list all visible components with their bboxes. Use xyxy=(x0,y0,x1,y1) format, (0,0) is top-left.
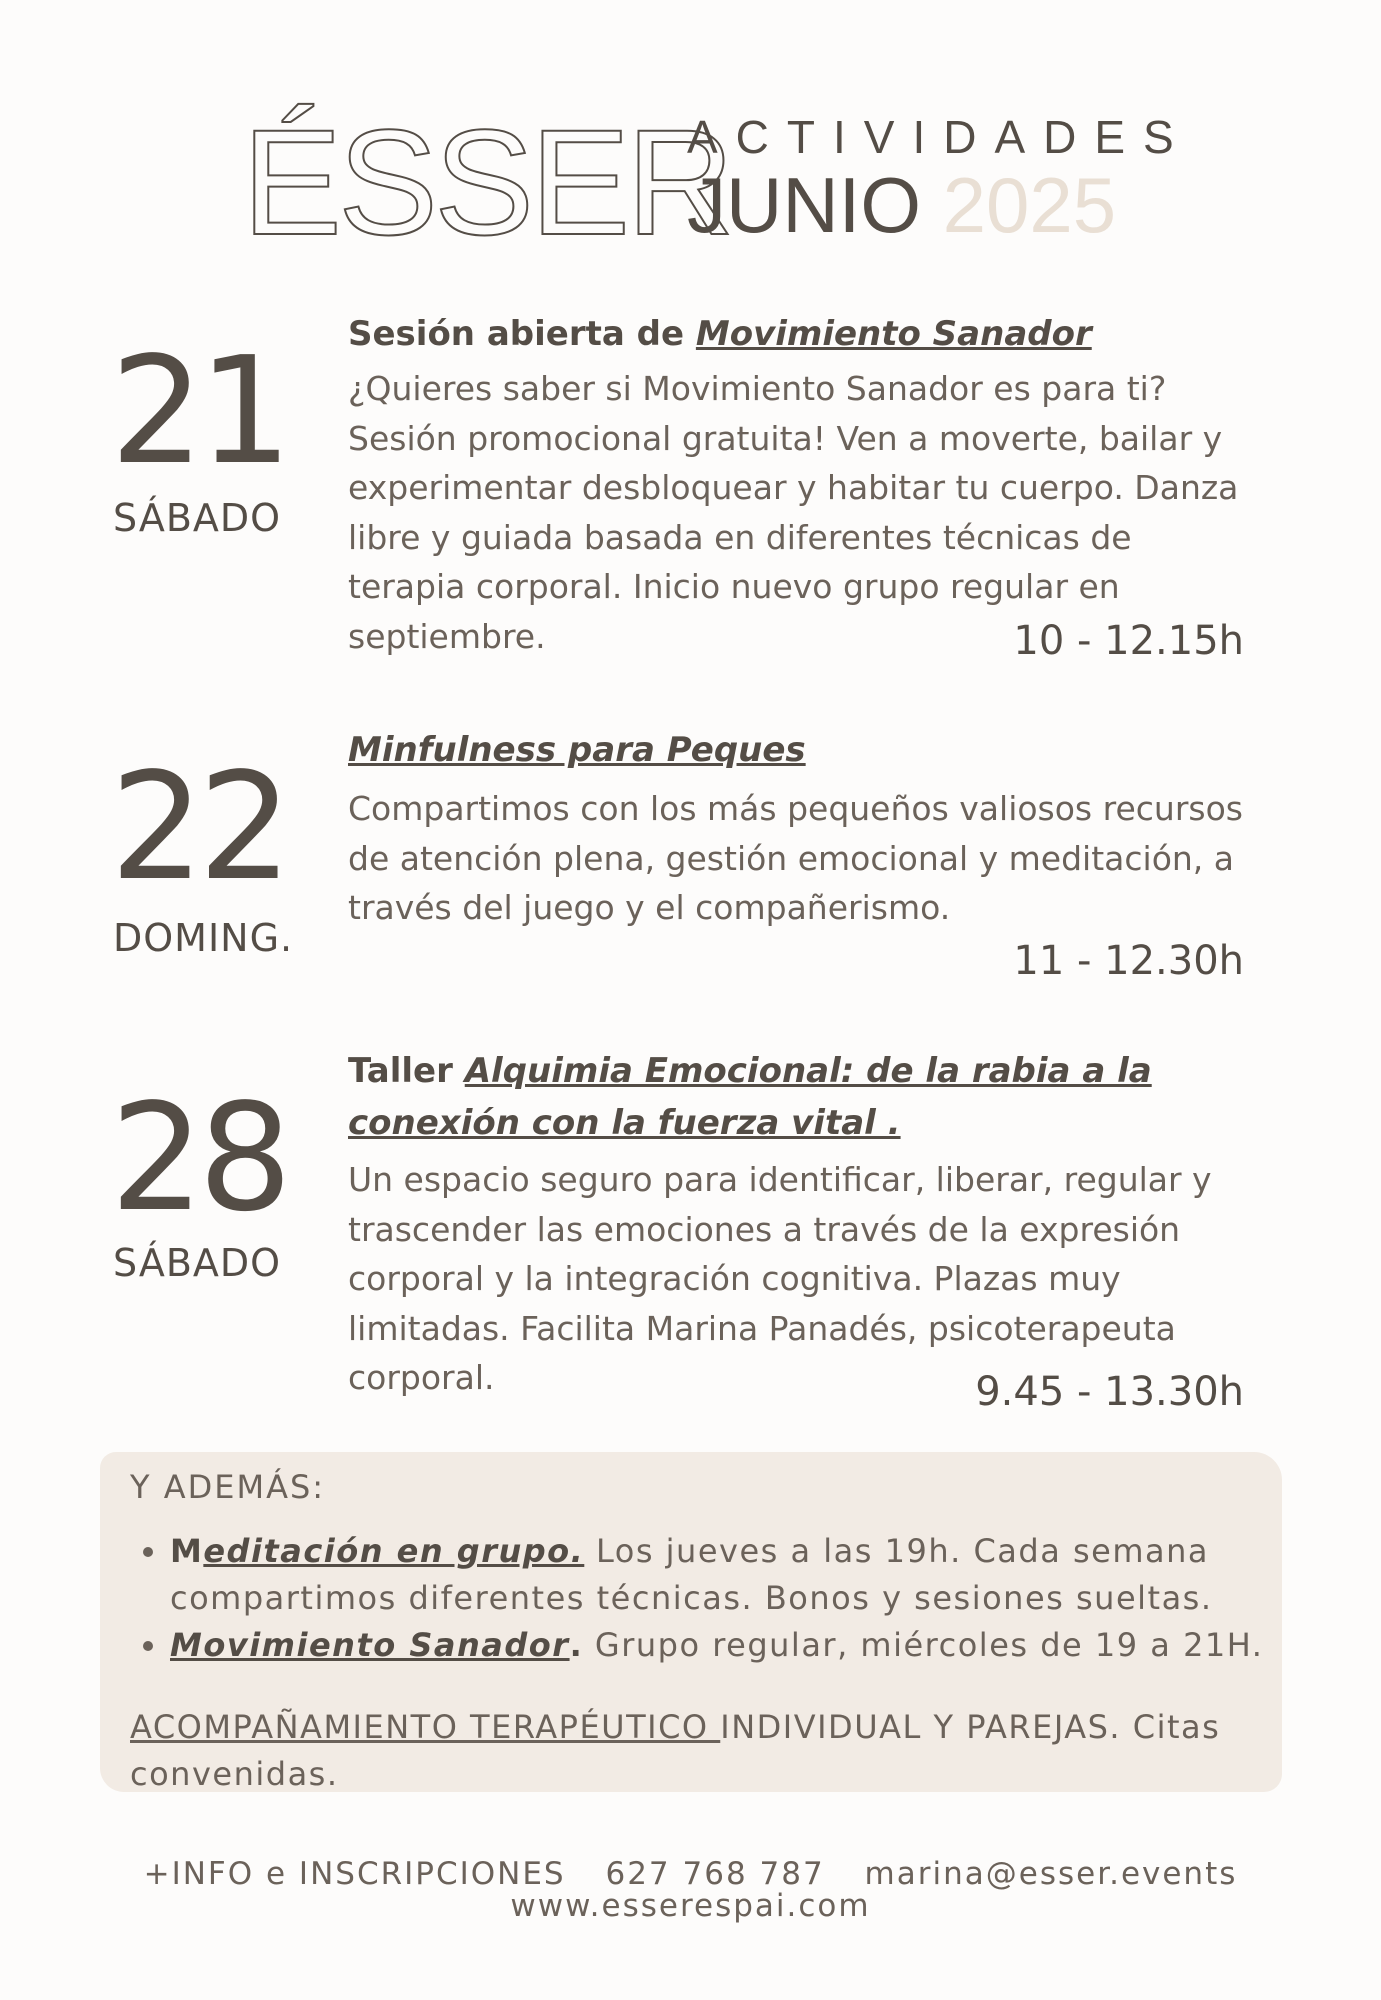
event-weekday: SÁBADO xyxy=(113,496,282,540)
activities-heading: ACTIVIDADES xyxy=(687,111,1192,163)
list-item xyxy=(170,1528,1290,1622)
event-title xyxy=(348,1045,1248,1149)
header xyxy=(242,92,1202,266)
event-title-link[interactable]: Alquimia Emocional: de la rabia a la conexión con la fuerza vital . xyxy=(348,1051,1152,1143)
footer-contact xyxy=(0,1856,1381,1892)
event-title-prefix: Taller xyxy=(348,1051,465,1091)
footer-phone[interactable]: 627 768 787 xyxy=(605,1856,825,1892)
event-title-link[interactable]: Movimiento Sanador xyxy=(695,314,1092,354)
event-day-number: 22 xyxy=(110,741,287,913)
year-label: 2025 xyxy=(942,161,1117,249)
event-time: 11 - 12.30h xyxy=(1013,938,1244,984)
month-label: JUNIO xyxy=(687,161,921,249)
footer-email[interactable]: marina@esser.events xyxy=(864,1856,1238,1892)
item-link-tail: . xyxy=(569,1626,584,1664)
acompanamiento-detail: INDIVIDUAL Y PAREJAS. Citas convenidas. xyxy=(130,1708,1221,1793)
event-day-number: 21 xyxy=(110,325,287,497)
footer-info: +INFO e INSCRIPCIONES xyxy=(143,1856,566,1892)
item-link[interactable]: editación en grupo. xyxy=(203,1532,585,1570)
event-day-number: 28 xyxy=(110,1072,287,1244)
event-description: Compartimos con los más pequeños valiosos recursos de atención plena, gestión emocional y meditación, a través del juego y el compañerismo. xyxy=(348,789,1243,927)
event-weekday: DOMING. xyxy=(113,916,294,960)
acompanamiento-link[interactable]: ACOMPAÑAMIENTO TERAPÉUTICO xyxy=(130,1708,721,1746)
event-time: 10 - 12.15h xyxy=(1013,618,1244,664)
event-title-prefix: Sesión abierta de xyxy=(348,314,696,354)
esser-logo: ÉSSER xyxy=(242,98,731,266)
event-weekday: SÁBADO xyxy=(113,1241,282,1285)
item-text: Los jueves a las 19h. Cada semana compartimos diferentes técnicas. Bonos y sesiones sueltas. xyxy=(170,1532,1213,1617)
event-description: Un espacio seguro para identificar, liberar, regular y trascender las emociones a través de la expresión corporal y la integración cognitiva. Plazas muy limitadas. Facilita Marina Panadés, psicoterapeuta corporal. xyxy=(348,1160,1212,1397)
month-heading xyxy=(687,160,1116,250)
item-link[interactable]: Movimiento Sanador xyxy=(170,1626,570,1664)
extra-activities-box xyxy=(100,1452,1282,1792)
list-item xyxy=(170,1622,1290,1669)
item-bold-prefix: M xyxy=(170,1532,204,1570)
extra-list xyxy=(130,1528,1290,1669)
event-title-link[interactable]: Minfulness para Peques xyxy=(348,730,806,770)
event-title xyxy=(348,724,1248,776)
item-text: Grupo regular, miércoles de 19 a 21H. xyxy=(583,1626,1264,1664)
acompanamiento-text xyxy=(130,1704,1250,1798)
event-time: 9.45 - 13.30h xyxy=(975,1369,1244,1415)
event-description: ¿Quieres saber si Movimiento Sanador es para ti? Sesión promocional gratuita! Ven a moverte, bailar y experimentar desbloquear y habitar tu cuerpo. Danza libre y guiada basada en diferentes técnicas de terapia corporal. Inicio nuevo grupo regular en septiembre. xyxy=(348,369,1239,656)
extra-title: Y ADEMÁS: xyxy=(130,1468,326,1506)
event-title xyxy=(348,308,1248,360)
footer-website[interactable]: www.esserespai.com xyxy=(510,1888,871,1924)
